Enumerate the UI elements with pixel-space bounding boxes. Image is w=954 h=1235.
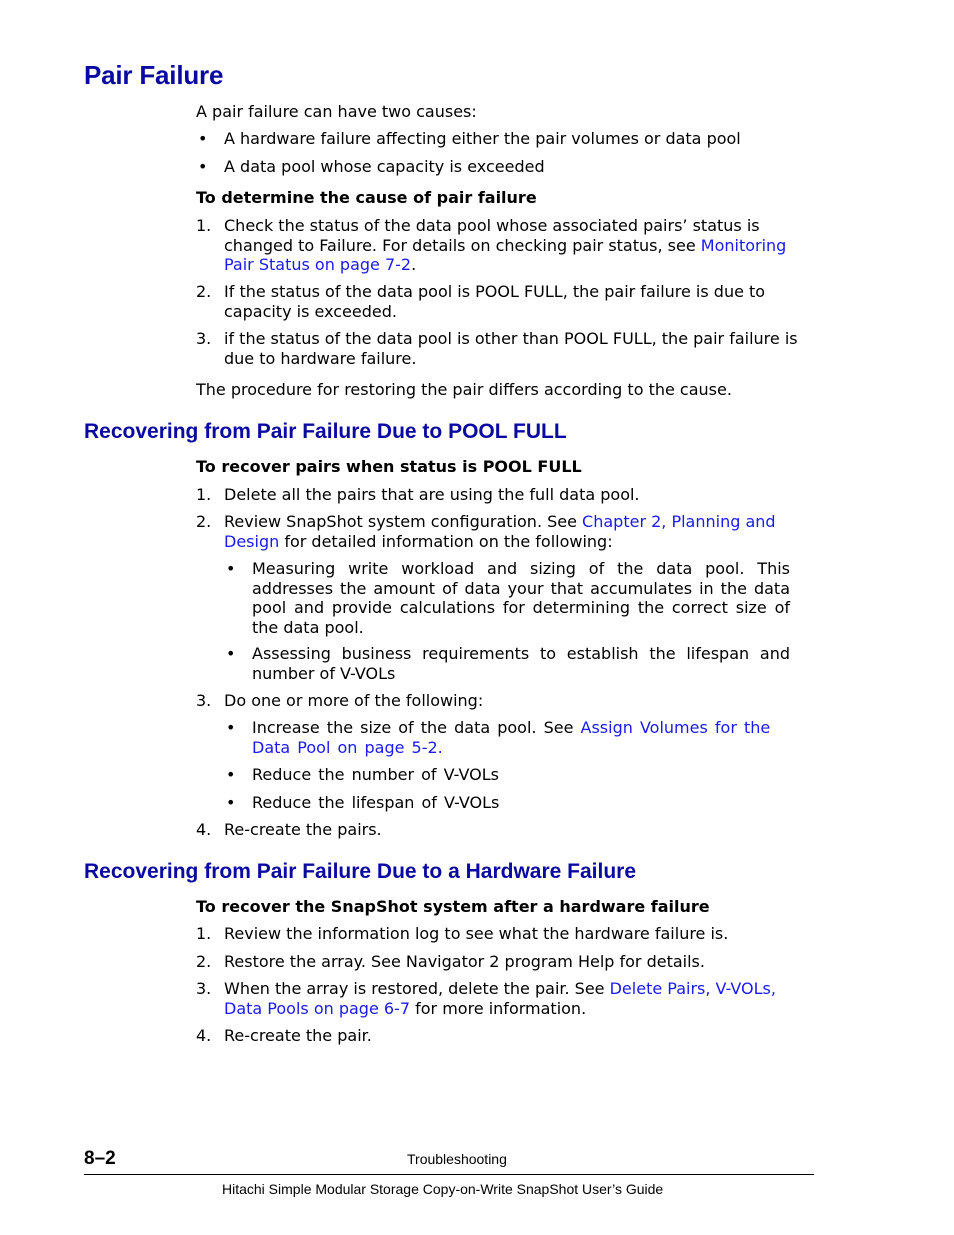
step2-line1: If the status of the data pool is POOL FULL, the pair failure is due to [224, 282, 766, 301]
hardware-heading: Recovering from Pair Failure Due to a Hardware Failure [84, 860, 636, 883]
chapter2-link-part1[interactable]: Chapter 2, Planning and [582, 512, 776, 531]
step3-line1: if the status of the data pool is other than POOL FULL, the pair failure is [224, 329, 798, 348]
delete-pairs-link-part1[interactable]: Delete Pairs, V-VOLs, [609, 979, 776, 998]
step-number: 3. [196, 329, 212, 348]
hw-step3 [224, 979, 776, 1018]
hw-step2: Restore the array. See Navigator 2 program Help for details. [224, 952, 705, 971]
pool-full-subheading: To recover pairs when status is POOL FULL [196, 457, 582, 476]
bullet-marker: • [226, 644, 236, 663]
pool-step1: Delete all the pairs that are using the full data pool. [224, 485, 640, 504]
footer-book-title: Hitachi Simple Modular Storage Copy-on-Write SnapShot User’s Guide [222, 1181, 664, 1197]
pool-step3: Do one or more of the following: [224, 691, 484, 710]
hw-step3-pre: When the array is restored, delete the pair. See [224, 979, 610, 998]
pool-bullet-workload: Measuring write workload and sizing of the data pool. This addresses the amount of data your that accumulates in the data pool and provide calculations for determining the correct size of the data pool. [252, 559, 790, 637]
step-number: 1. [196, 485, 212, 504]
procedure-note: The procedure for restoring the pair differs according to the cause. [196, 380, 732, 399]
pool-step2-pre: Review SnapShot system configuration. See [224, 512, 583, 531]
pool-bullet-business: Assessing business requirements to establish the lifespan and number of V-VOLs [252, 644, 790, 683]
pool-step4: Re-create the pairs. [224, 820, 382, 839]
step1-end: . [411, 255, 417, 274]
assign-volumes-link-part2[interactable]: Data Pool on page 5-2 [252, 737, 438, 757]
step-number: 4. [196, 1026, 212, 1045]
step2-line2: capacity is exceeded. [224, 301, 397, 321]
step-number: 3. [196, 691, 212, 710]
pool-full-heading: Recovering from Pair Failure Due to POOL FULL [84, 420, 567, 443]
delete-pairs-link-part2[interactable]: Data Pools on page 6-7 [224, 998, 411, 1018]
sub1-pre: Increase the size of the data pool. See [252, 718, 581, 737]
step1-line1: Check the status of the data pool whose associated pairs’ status is [224, 216, 760, 235]
pool-step2-post: for detailed information on the following: [279, 531, 613, 551]
bullet-marker: • [226, 718, 236, 737]
bullet-marker: • [226, 559, 236, 578]
chapter2-link-part2[interactable]: Design [224, 531, 280, 551]
monitoring-link-part1[interactable]: Monitoring [700, 235, 787, 255]
determine-heading: To determine the cause of pair failure [196, 188, 537, 207]
determine-step1 [224, 216, 786, 275]
monitoring-link-part2[interactable]: Pair Status on page 7-2 [224, 255, 412, 274]
determine-step3 [224, 329, 798, 368]
bullet-marker: • [226, 765, 236, 784]
hw-step1: Review the information log to see what the hardware failure is. [224, 924, 729, 943]
footer-section: Troubleshooting [407, 1151, 507, 1167]
cause-hardware: A hardware failure affecting either the pair volumes or data pool [224, 129, 741, 148]
step-number: 1. [196, 924, 212, 943]
determine-step2 [224, 282, 765, 321]
step-number: 2. [196, 282, 212, 301]
pool-step2 [224, 512, 776, 551]
sub1-end: . [437, 737, 443, 757]
intro-text: A pair failure can have two causes: [196, 102, 477, 121]
step-number: 4. [196, 820, 212, 839]
bullet-marker: • [198, 129, 208, 148]
assign-volumes-link-part1[interactable]: Assign Volumes for the [580, 718, 771, 737]
cause-capacity: A data pool whose capacity is exceeded [224, 157, 545, 176]
hardware-subheading: To recover the SnapShot system after a hardware failure [196, 897, 710, 916]
step-number: 3. [196, 979, 212, 998]
pool-sub-lifespan: Reduce the lifespan of V-VOLs [252, 793, 500, 812]
step-number: 2. [196, 952, 212, 971]
step-number: 2. [196, 512, 212, 531]
pool-sub-number: Reduce the number of V-VOLs [252, 765, 499, 784]
page-number: 8–2 [84, 1148, 116, 1169]
hw-step4: Re-create the pair. [224, 1026, 372, 1045]
step-number: 1. [196, 216, 212, 235]
bullet-marker: • [198, 157, 208, 176]
bullet-marker: • [226, 793, 236, 812]
footer-divider [84, 1174, 814, 1175]
step1-line2: changed to Failure. For details on checking pair status, see [224, 235, 701, 255]
hw-step3-post: for more information. [410, 998, 587, 1018]
step3-line2: due to hardware failure. [224, 348, 417, 368]
page-title: Pair Failure [84, 60, 224, 90]
pool-sub-increase [252, 718, 770, 757]
